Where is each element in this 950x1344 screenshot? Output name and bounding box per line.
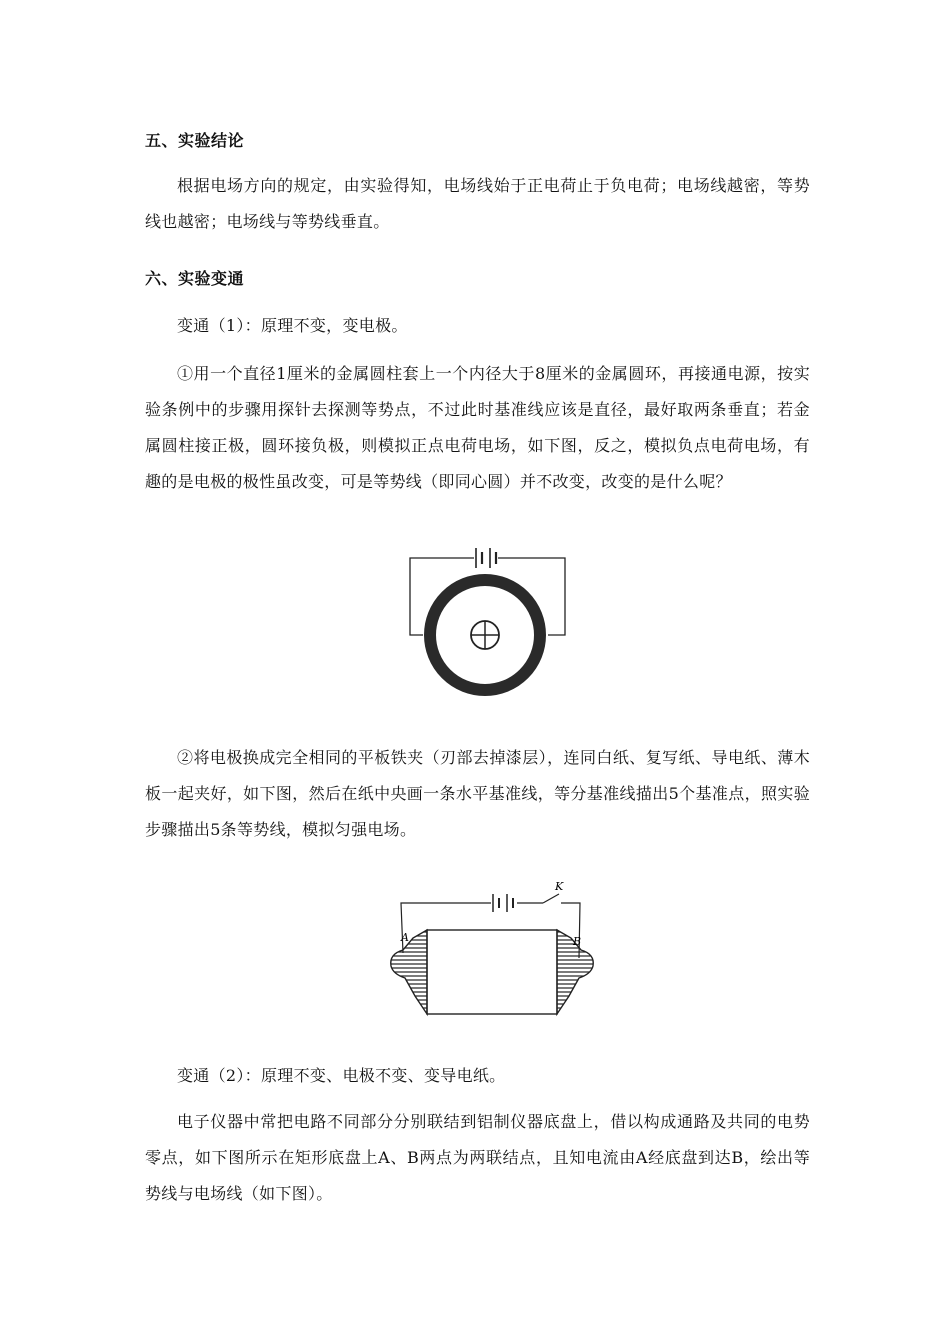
variation2-paragraph: 电子仪器中常把电路不同部分分别联结到铝制仪器底盘上，借以构成通路及共同的电势零点，如下图所示在矩形底盘上A、B两点为两联结点，且知电流由A经底盘到达B，绘出等势线与电场线（如下图）。	[145, 1112, 810, 1203]
switch-lever	[543, 894, 559, 903]
variation1-item1-paragraph: ①用一个直径1厘米的金属圆柱套上一个内径大于8厘米的金属圆环，再接通电源，按实验条例中的步骤用探针去探测等势点，不过此时基准线应该是直径，最好取两条垂直；若金属圆柱接正极，圆环接负极，则模拟正点电荷电场，如下图，反之，模拟负点电荷电场，有趣的是电极的极性虽改变，可是等势线（即同心圆）并不改变，改变的是什么呢？	[145, 364, 810, 491]
conductive-paper	[427, 930, 557, 1014]
left-clip-label: A	[401, 931, 409, 944]
switch-label: K	[555, 880, 564, 893]
variation1-title: 变通（1）：原理不变，变电极。	[177, 316, 408, 335]
figure-ring-electrode	[400, 540, 575, 700]
section-heading-variation: 六、实验变通	[145, 269, 245, 288]
variation2-title: 变通（2）：原理不变、电极不变、变导电纸。	[177, 1066, 506, 1085]
variation1-item2-paragraph: ②将电极换成完全相同的平板铁夹（刃部去掉漆层），连同白纸、复写纸、导电纸、薄木板一起夹好，如下图，然后在纸中央画一条水平基准线，等分基准线描出5个基准点，照实验步骤描出5条等势线，模拟匀强电场。	[145, 748, 810, 839]
figure-plate-clips	[383, 878, 603, 1018]
plate-clips-diagram	[383, 878, 603, 1018]
conclusion-paragraph: 根据电场方向的规定，由实验得知，电场线始于正电荷止于负电荷；电场线越密，等势线也越密；电场线与等势线垂直。	[145, 176, 810, 231]
section-heading-conclusion: 五、实验结论	[145, 131, 245, 150]
right-clip-label: B	[573, 935, 582, 948]
ring-electrode-diagram	[400, 540, 575, 700]
